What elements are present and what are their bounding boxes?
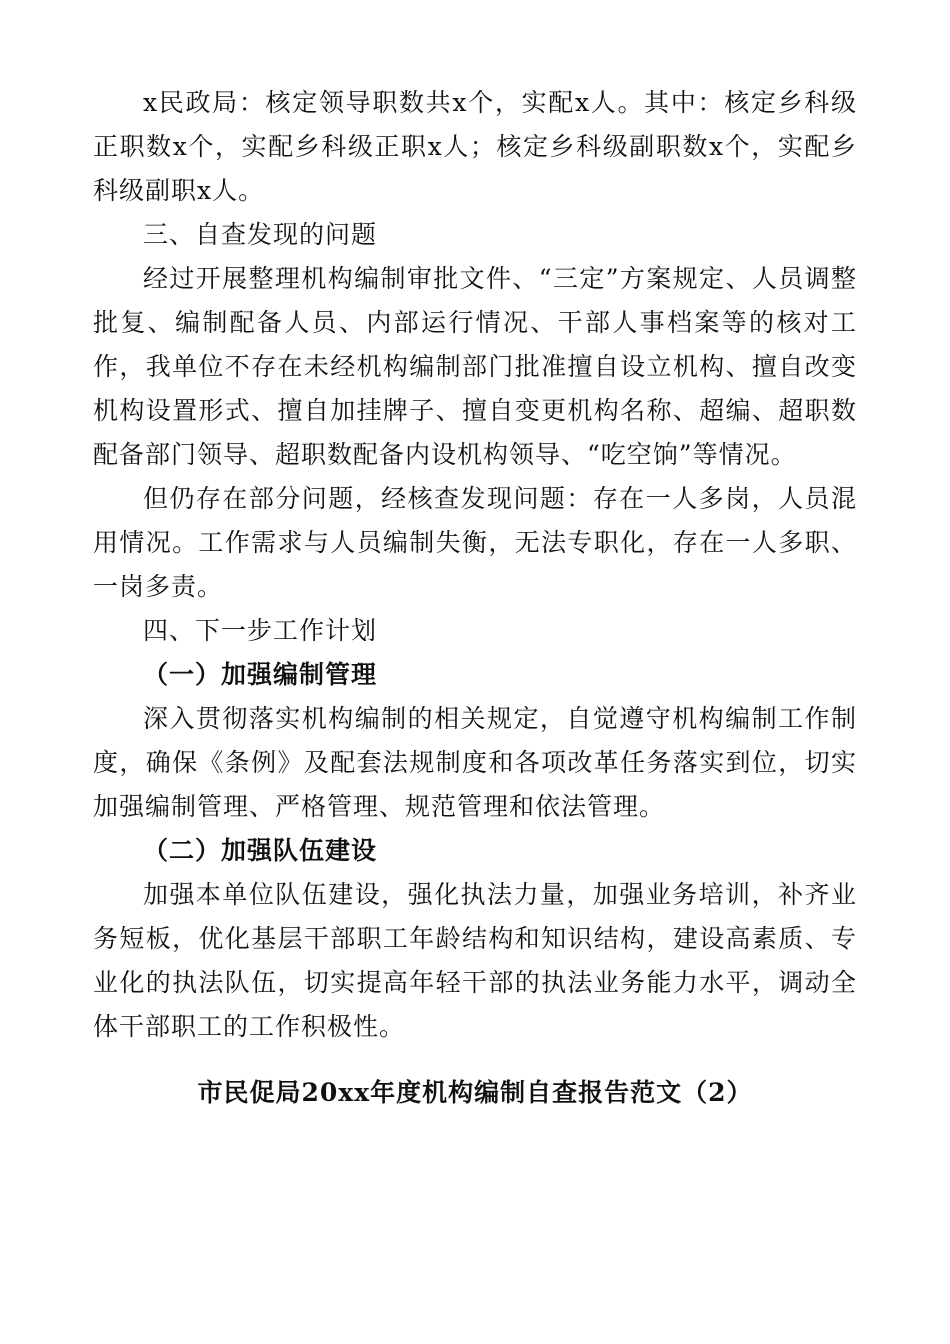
paragraph-verification: 经过开展整理机构编制审批文件、“三定”方案规定、人员调整批复、编制配备人员、内部运行情况、干部人事档案等的核对工作，我单位不存在未经机构编制部门批准擅自设立机构、擅自改变机构设置形式、擅自加挂牌子、擅自变更机构名称、超编、超职数配备部门领导、超职数配备内设机构领导、“吃空饷”等情况。 (93, 264, 857, 469)
paragraph-issues: 但仍存在部分问题，经核查发现问题：存在一人多岗，人员混用情况。工作需求与人员编制失衡，无法专职化，存在一人多职、一岗多责。 (93, 484, 857, 601)
next-document-title: 市民促局20xx年度机构编制自查报告范文（2） (197, 1078, 753, 1107)
paragraph-staffing-management: 深入贯彻落实机构编制的相关规定，自觉遵守机构编制工作制度，确保《条例》及配套法规制度和各项改革任务落实到位，切实加强编制管理、严格管理、规范管理和依法管理。 (93, 704, 857, 821)
document-page (93, 81, 857, 1115)
subheading-staffing-management: （一）加强编制管理 (143, 660, 378, 689)
section-heading-problems: 三、自查发现的问题 (143, 220, 378, 249)
paragraph-team-building: 加强本单位队伍建设，强化执法力量，加强业务培训，补齐业务短板，优化基层干部职工年龄结构和知识结构，建设高素质、专业化的执法队伍，切实提高年轻干部的执法业务能力水平，调动全体干部职工的工作积极性。 (93, 880, 857, 1041)
subheading-team-building: （二）加强队伍建设 (143, 836, 378, 865)
section-heading-next-plan: 四、下一步工作计划 (143, 616, 378, 645)
paragraph-leadership-quota: x民政局：核定领导职数共x个，实配x人。其中：核定乡科级正职数x个，实配乡科级正职x人；核定乡科级副职数x个，实配乡科级副职x人。 (93, 88, 857, 205)
